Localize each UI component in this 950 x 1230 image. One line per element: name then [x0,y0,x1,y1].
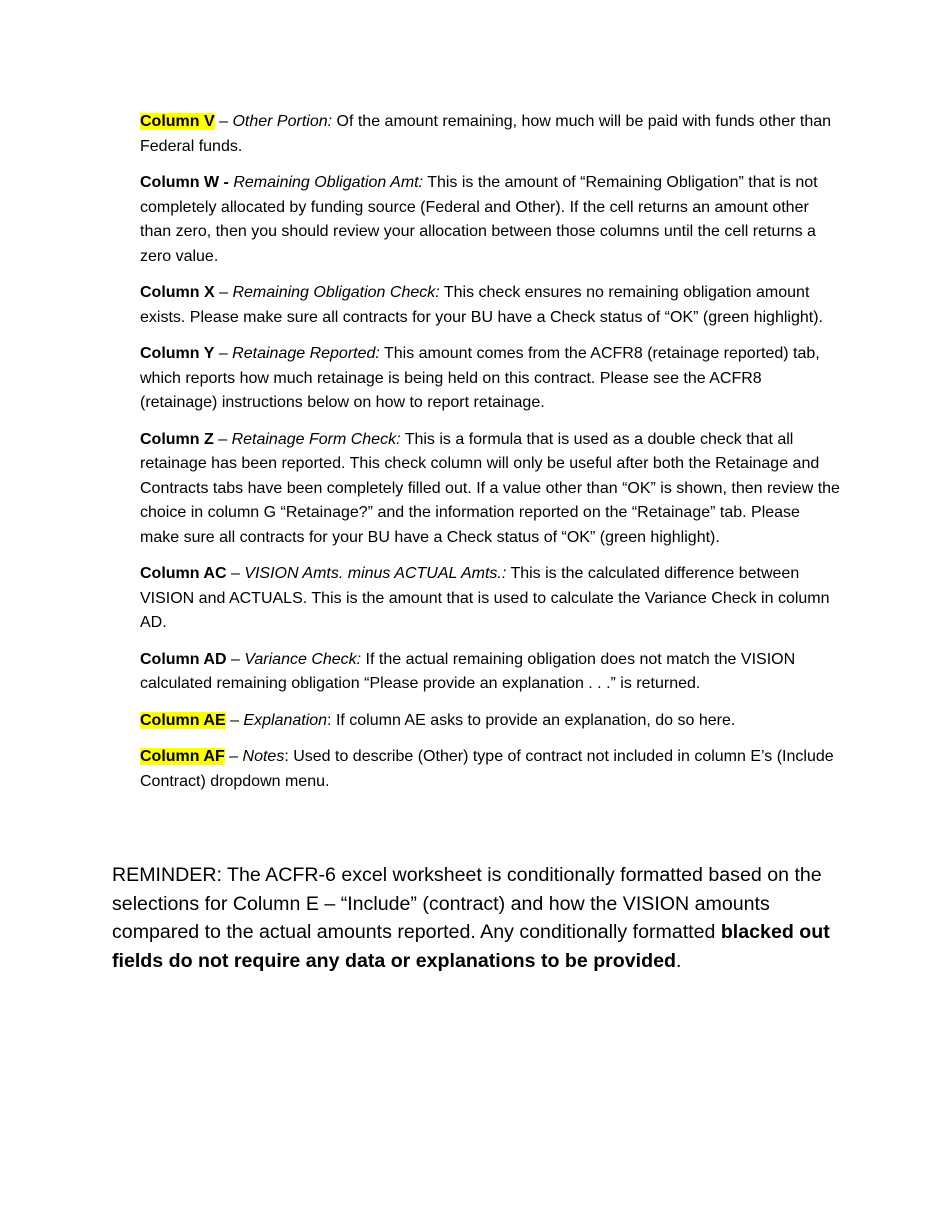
column-z-description [140,428,840,551]
column-descriptions [140,110,840,806]
separator: – [226,650,245,668]
column-v-description [140,110,840,159]
description-text: Of the amount remaining, how much will be paid with funds other than Federal funds. [140,113,832,155]
reminder-note [112,861,842,975]
description-text: This is the amount of “Remaining Obligation” that is not completely allocated by funding source (Federal and Other). If the cell returns an amount other than zero, then you should review your allocation between those columns until the cell returns a zero value. [140,174,818,265]
separator: – [225,711,244,729]
field-name: Other Portion: [232,113,333,130]
description-text: This is a formula that is used as a double check that all retainage has been reported. This check column will only be useful after both the Retainage and Contracts tabs have been completely filled out. If a value other than “OK” is shown, then review the choice in column G “Retainage?” and the information reported on the “Retainage” tab. Please make sure all contracts for your BU have a Check status of “OK” (green highlight). [140,430,840,546]
column-ae-description [140,709,840,734]
description-text: : If column AE asks to provide an explanation, do so here. [327,711,736,729]
column-label: Column Z [140,430,214,448]
column-label: Column AF [140,748,225,765]
separator: – [226,565,245,582]
column-label: Column AD [140,650,227,668]
column-label: Column Y [140,345,215,362]
column-label: Column W - [140,174,229,191]
separator: – [214,284,233,301]
field-name: Variance Check: [244,650,362,668]
column-ad-description [140,648,840,697]
field-name: Retainage Form Check: [231,430,401,448]
column-label: Column AC [140,565,227,582]
column-x-description [140,281,840,330]
description-text: This amount comes from the ACFR8 (retainage reported) tab, which reports how much retainage is being held on this contract. Please see the ACFR8 (retainage) instructions below on how to report retainage. [140,345,820,411]
column-label: Column AE [140,711,226,729]
description-text: If the actual remaining obligation does not match the VISION calculated remaining obligation “Please provide an explanation . . .” is returned. [140,650,796,692]
reminder-end: . [675,949,682,972]
description-text: This check ensures no remaining obligation amount exists. Please make sure all contracts for your BU have a Check status of “OK” (green highlight). [140,284,823,326]
field-name: Explanation [243,711,328,729]
separator: – [214,345,233,362]
separator: – [224,748,243,765]
column-label: Column X [140,284,215,301]
reminder-text: REMINDER: The ACFR-6 excel worksheet is conditionally formatted based on the selections for Column E – “Include” (contract) and how the VISION amounts compared to the actual amounts reported. Any conditionally formatted [112,864,822,943]
description-text: This is the calculated difference between VISION and ACTUALS. This is the amount that is used to calculate the Variance Check in column AD. [140,565,830,631]
field-name: VISION Amts. minus ACTUAL Amts.: [244,565,507,582]
field-name: Retainage Reported: [232,345,380,362]
field-name: Notes [242,748,285,765]
field-name: Remaining Obligation Amt: [233,174,424,191]
separator: – [213,430,232,448]
separator: – [214,113,233,130]
description-text: : Used to describe (Other) type of contract not included in column E’s (Include Contract) dropdown menu. [140,748,834,790]
column-af-description [140,745,840,794]
field-name: Remaining Obligation Check: [232,284,440,301]
column-label: Column V [140,113,215,130]
column-ac-description [140,562,840,636]
column-w-description [140,171,840,269]
reminder-bold-text: blacked out fields do not require any data or explanations to be provided [112,921,830,972]
column-y-description [140,342,840,416]
